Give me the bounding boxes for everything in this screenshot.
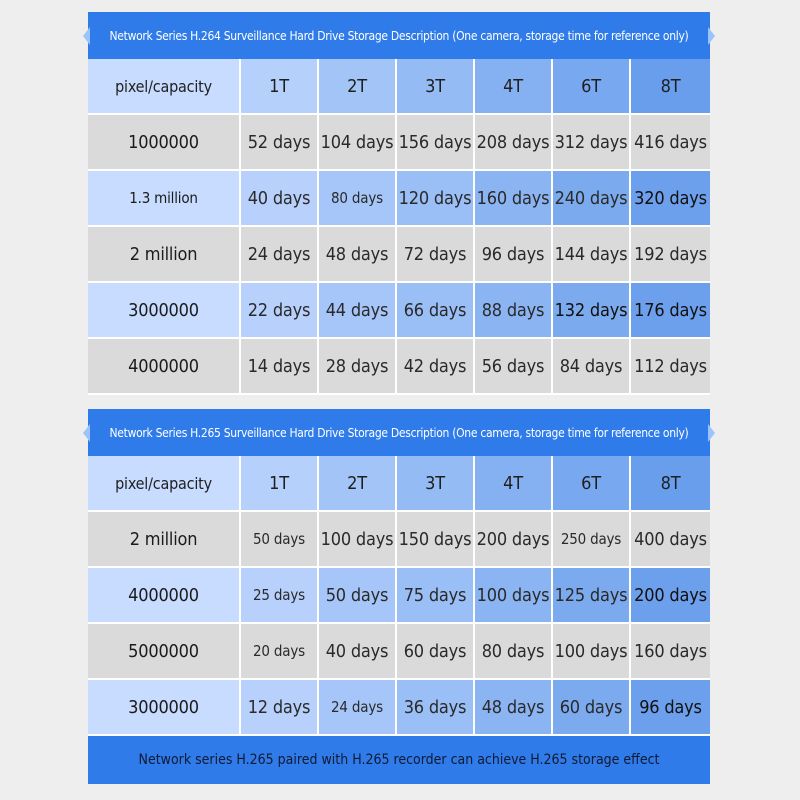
table-cell: 160 days: [475, 171, 553, 227]
table-cell: 144 days: [553, 227, 631, 283]
table-cell: 192 days: [631, 227, 710, 283]
table-cell: 14 days: [241, 339, 319, 395]
table-cell: 312 days: [553, 115, 631, 171]
table-cell: 112 days: [631, 339, 710, 395]
table-cell: 48 days: [475, 680, 553, 736]
table-cell: 20 days: [241, 624, 319, 680]
table-cell: 125 days: [553, 568, 631, 624]
table-header-row: [88, 59, 710, 115]
table-cell: 96 days: [475, 227, 553, 283]
header-3t: 3T: [397, 456, 475, 512]
table-cell: 25 days: [241, 568, 319, 624]
header-pixel-capacity: pixel/capacity: [88, 59, 241, 115]
table-cell: 84 days: [553, 339, 631, 395]
table-row: [88, 115, 710, 171]
table-cell: 28 days: [319, 339, 397, 395]
header-3t: 3T: [397, 59, 475, 115]
table-cell: 96 days: [631, 680, 710, 736]
table-cell: 24 days: [241, 227, 319, 283]
table-cell: 104 days: [319, 115, 397, 171]
header-6t: 6T: [553, 59, 631, 115]
table-cell: 52 days: [241, 115, 319, 171]
table-cell: 80 days: [319, 171, 397, 227]
table-cell: 50 days: [319, 568, 397, 624]
table-cell: 208 days: [475, 115, 553, 171]
table-cell: 50 days: [241, 512, 319, 568]
table-row: [88, 227, 710, 283]
table-cell: 160 days: [631, 624, 710, 680]
h264-storage-table: [88, 12, 710, 395]
table-row: [88, 339, 710, 395]
table-cell: 400 days: [631, 512, 710, 568]
h264-table-title: Network Series H.264 Surveillance Hard Drive Storage Description (One camera, storage time for reference only): [88, 12, 710, 59]
row-label: 1000000: [88, 115, 241, 171]
row-label: 2 million: [88, 512, 241, 568]
header-8t: 8T: [631, 59, 710, 115]
table-cell: 240 days: [553, 171, 631, 227]
header-8t: 8T: [631, 456, 710, 512]
table-header-row: [88, 456, 710, 512]
table-cell: 150 days: [397, 512, 475, 568]
header-2t: 2T: [319, 456, 397, 512]
table-row: [88, 624, 710, 680]
table-cell: 320 days: [631, 171, 710, 227]
table-cell: 75 days: [397, 568, 475, 624]
h265-storage-table: [88, 409, 710, 784]
row-label: 1.3 million: [88, 171, 241, 227]
table-cell: 40 days: [319, 624, 397, 680]
header-6t: 6T: [553, 456, 631, 512]
table-row: [88, 283, 710, 339]
table-cell: 100 days: [319, 512, 397, 568]
row-label: 5000000: [88, 624, 241, 680]
header-4t: 4T: [475, 456, 553, 512]
table-cell: 100 days: [475, 568, 553, 624]
table-row: [88, 512, 710, 568]
table-cell: 60 days: [553, 680, 631, 736]
table-cell: 88 days: [475, 283, 553, 339]
row-label: 3000000: [88, 283, 241, 339]
table-cell: 48 days: [319, 227, 397, 283]
header-4t: 4T: [475, 59, 553, 115]
h264-grid: [88, 59, 710, 395]
table-row: [88, 568, 710, 624]
row-label: 4000000: [88, 339, 241, 395]
table-cell: 60 days: [397, 624, 475, 680]
table-cell: 416 days: [631, 115, 710, 171]
header-1t: 1T: [241, 59, 319, 115]
h265-table-title: Network Series H.265 Surveillance Hard Drive Storage Description (One camera, storage time for reference only): [88, 409, 710, 456]
row-label: 4000000: [88, 568, 241, 624]
header-1t: 1T: [241, 456, 319, 512]
table-row: [88, 171, 710, 227]
table-cell: 72 days: [397, 227, 475, 283]
table-cell: 200 days: [475, 512, 553, 568]
table-cell: 36 days: [397, 680, 475, 736]
table-cell: 156 days: [397, 115, 475, 171]
table-cell: 250 days: [553, 512, 631, 568]
header-2t: 2T: [319, 59, 397, 115]
footer-note: Network series H.265 paired with H.265 recorder can achieve H.265 storage effect: [88, 736, 710, 784]
table-cell: 66 days: [397, 283, 475, 339]
table-row: [88, 680, 710, 736]
table-cell: 80 days: [475, 624, 553, 680]
table-cell: 100 days: [553, 624, 631, 680]
row-label: 2 million: [88, 227, 241, 283]
table-cell: 132 days: [553, 283, 631, 339]
table-cell: 24 days: [319, 680, 397, 736]
table-cell: 44 days: [319, 283, 397, 339]
header-pixel-capacity: pixel/capacity: [88, 456, 241, 512]
table-cell: 22 days: [241, 283, 319, 339]
table-cell: 42 days: [397, 339, 475, 395]
table-cell: 176 days: [631, 283, 710, 339]
table-cell: 56 days: [475, 339, 553, 395]
table-cell: 12 days: [241, 680, 319, 736]
h265-grid: [88, 456, 710, 736]
row-label: 3000000: [88, 680, 241, 736]
table-cell: 40 days: [241, 171, 319, 227]
table-cell: 200 days: [631, 568, 710, 624]
table-cell: 120 days: [397, 171, 475, 227]
